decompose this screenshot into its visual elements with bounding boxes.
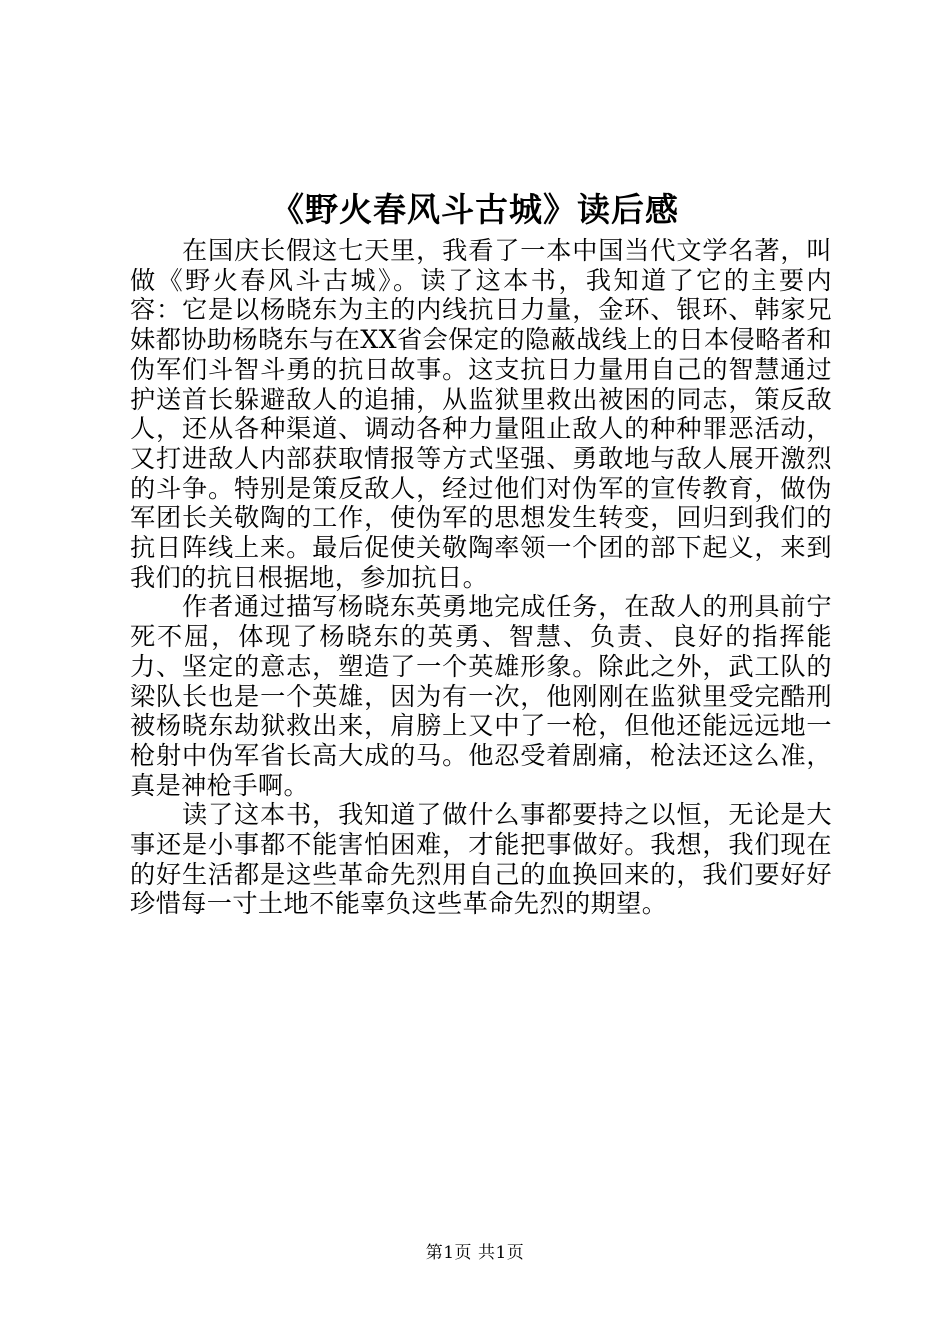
paragraph-2: 作者通过描写杨晓东英勇地完成任务，在敌人的刑具前宁死不屈，体现了杨晓东的英勇、智慧、负责、良好的指挥能力、坚定的意志，塑造了一个英雄形象。除此之外，武工队的梁队长也是一个英雄，因为有一次，他刚刚在监狱里受完酷刑被杨晓东劫狱救出来，肩膀上又中了一枪，但他还能远远地一枪射中伪军省长高大成的马。他忍受着剧痛，枪法还这么准，真是神枪手啊。 xyxy=(130,592,832,800)
document-body xyxy=(130,236,832,919)
document-title: 《野火春风斗古城》读后感 xyxy=(271,190,679,229)
page-footer: 第1页 共1页 xyxy=(425,1243,525,1263)
paragraph-1: 在国庆长假这七天里，我看了一本中国当代文学名著，叫做《野火春风斗古城》。读了这本书，我知道了它的主要内容：它是以杨晓东为主的内线抗日力量，金环、银环、韩家兄妹都协助杨晓东与在XX省会保定的隐蔽战线上的日本侵略者和伪军们斗智斗勇的抗日故事。这支抗日力量用自己的智慧通过护送首长躲避敌人的追捕，从监狱里救出被困的同志，策反敌人，还从各种渠道、调动各种力量阻止敌人的种种罪恶活动，又打进敌人内部获取情报等方式坚强、勇敢地与敌人展开激烈的斗争。特别是策反敌人，经过他们对伪军的宣传教育，做伪军团长关敬陶的工作，使伪军的思想发生转变，回归到我们的抗日阵线上来。最后促使关敬陶率领一个团的部下起义，来到我们的抗日根据地，参加抗日。 xyxy=(130,236,832,592)
paragraph-3: 读了这本书，我知道了做什么事都要持之以恒，无论是大事还是小事都不能害怕困难，才能把事做好。我想，我们现在的好生活都是这些革命先烈用自己的血换回来的，我们要好好珍惜每一寸土地不能辜负这些革命先烈的期望。 xyxy=(130,800,832,919)
